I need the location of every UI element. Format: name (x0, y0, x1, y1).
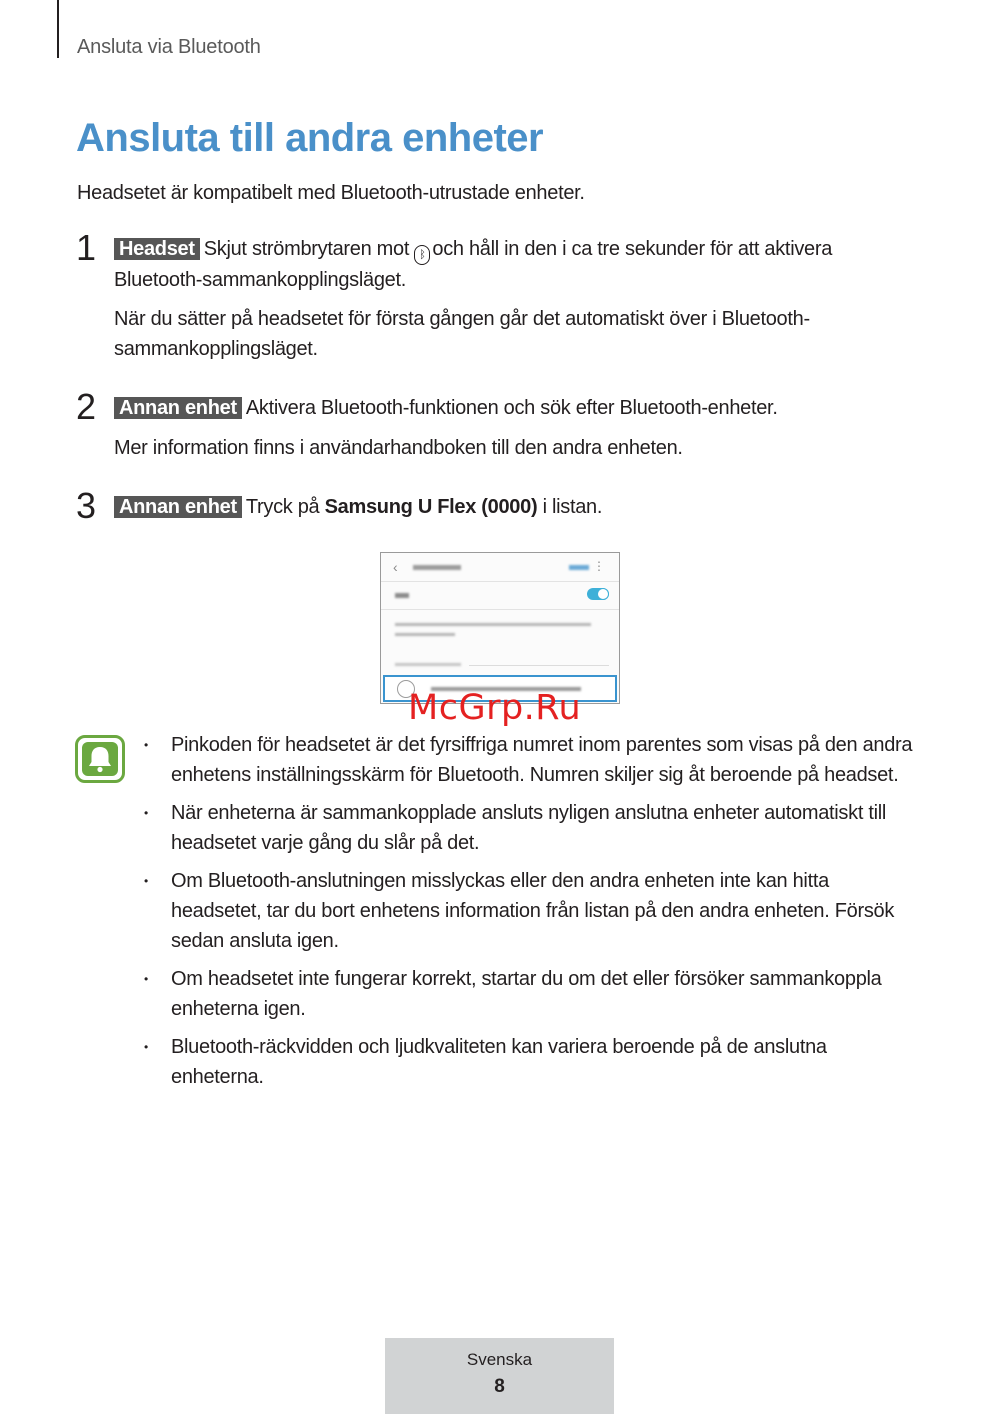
phone-screenshot (380, 552, 620, 704)
note-item: • När enheterna är sammankopplade ansluts nyligen anslutna enheter automatiskt till headsetet varje gång du slår på det. (144, 798, 919, 858)
phone-title-blurred (413, 565, 461, 570)
device-name: Samsung U Flex (0000) (324, 496, 538, 518)
note-item: • Bluetooth-räckvidden och ljudkvaliteten kan variera beroende på de anslutna enheterna. (144, 1032, 919, 1092)
more-vert-icon: ⋮ (593, 559, 605, 573)
page-edge-line (57, 0, 59, 58)
page-number: 8 (494, 1376, 505, 1397)
step-1-text-a: Skjut strömbrytaren mot (203, 238, 410, 260)
notification-bell-icon (75, 735, 125, 783)
bluetooth-toggle (587, 588, 609, 600)
footer-language: Svenska (466, 1350, 533, 1369)
step-3-text-post: i listan. (542, 496, 603, 518)
step-number-3: 3 (76, 485, 97, 526)
step-2-note: Mer information finns i användarhandboken till den andra enheten. (114, 437, 683, 459)
page-title: Ansluta till andra enheter (76, 116, 544, 160)
step-3 (114, 492, 904, 522)
phone-divider (381, 609, 619, 610)
step-2-tag: Annan enhet (114, 397, 242, 419)
page-footer (385, 1338, 614, 1414)
phone-app-bar (381, 553, 619, 582)
note-item: • Pinkoden för headsetet är det fyrsiffriga numret inom parentes som visas på den andra enhetens inställningsskärm för Bluetooth. Numren skiljer sig åt beroende på headset. (144, 730, 919, 790)
watermark: McGrp.Ru (408, 688, 582, 728)
note-icon-fill (82, 742, 118, 776)
step-3-text-pre: Tryck på (245, 496, 320, 518)
step-number-1: 1 (76, 227, 97, 268)
bell-shape (82, 742, 118, 776)
intro-text: Headsetet är kompatibelt med Bluetooth-utrustade enheter. (77, 182, 585, 204)
phone-desc-line (395, 623, 591, 626)
notes-list (144, 730, 919, 1100)
note-item: • Om Bluetooth-anslutningen misslyckas eller den andra enheten inte kan hitta headsetet, tar du bort enhetens information från listan på den andra enheten. Försök sedan ansluta igen. (144, 866, 919, 956)
phone-stop-blurred (569, 565, 589, 570)
phone-on-label-blurred (395, 593, 409, 598)
bluetooth-icon: ᛒ (414, 245, 430, 265)
step-1-text-b: och håll in den i ca tre sekunder för att aktivera Bluetooth-sammankopplingsläget. (114, 238, 833, 291)
phone-category-blurred (395, 663, 461, 666)
step-1-tag: Headset (114, 238, 200, 260)
toggle-knob (597, 588, 609, 600)
step-2-text: Aktivera Bluetooth-funktionen och sök efter Bluetooth-enheter. (245, 397, 778, 419)
step-number-2: 2 (76, 386, 97, 427)
chevron-left-icon: ‹ (393, 559, 398, 575)
step-3-tag: Annan enhet (114, 496, 242, 518)
phone-category-rule (469, 665, 609, 666)
step-1-note: När du sätter på headsetet för första gången går det automatiskt över i Bluetooth-sammankopplingsläget. (114, 308, 810, 360)
step-2 (114, 393, 904, 423)
running-header: Ansluta via Bluetooth (77, 36, 261, 58)
note-item: • Om headsetet inte fungerar korrekt, startar du om det eller försöker sammankoppla enheterna igen. (144, 964, 919, 1024)
phone-desc-line (395, 633, 455, 636)
step-1 (114, 234, 904, 295)
